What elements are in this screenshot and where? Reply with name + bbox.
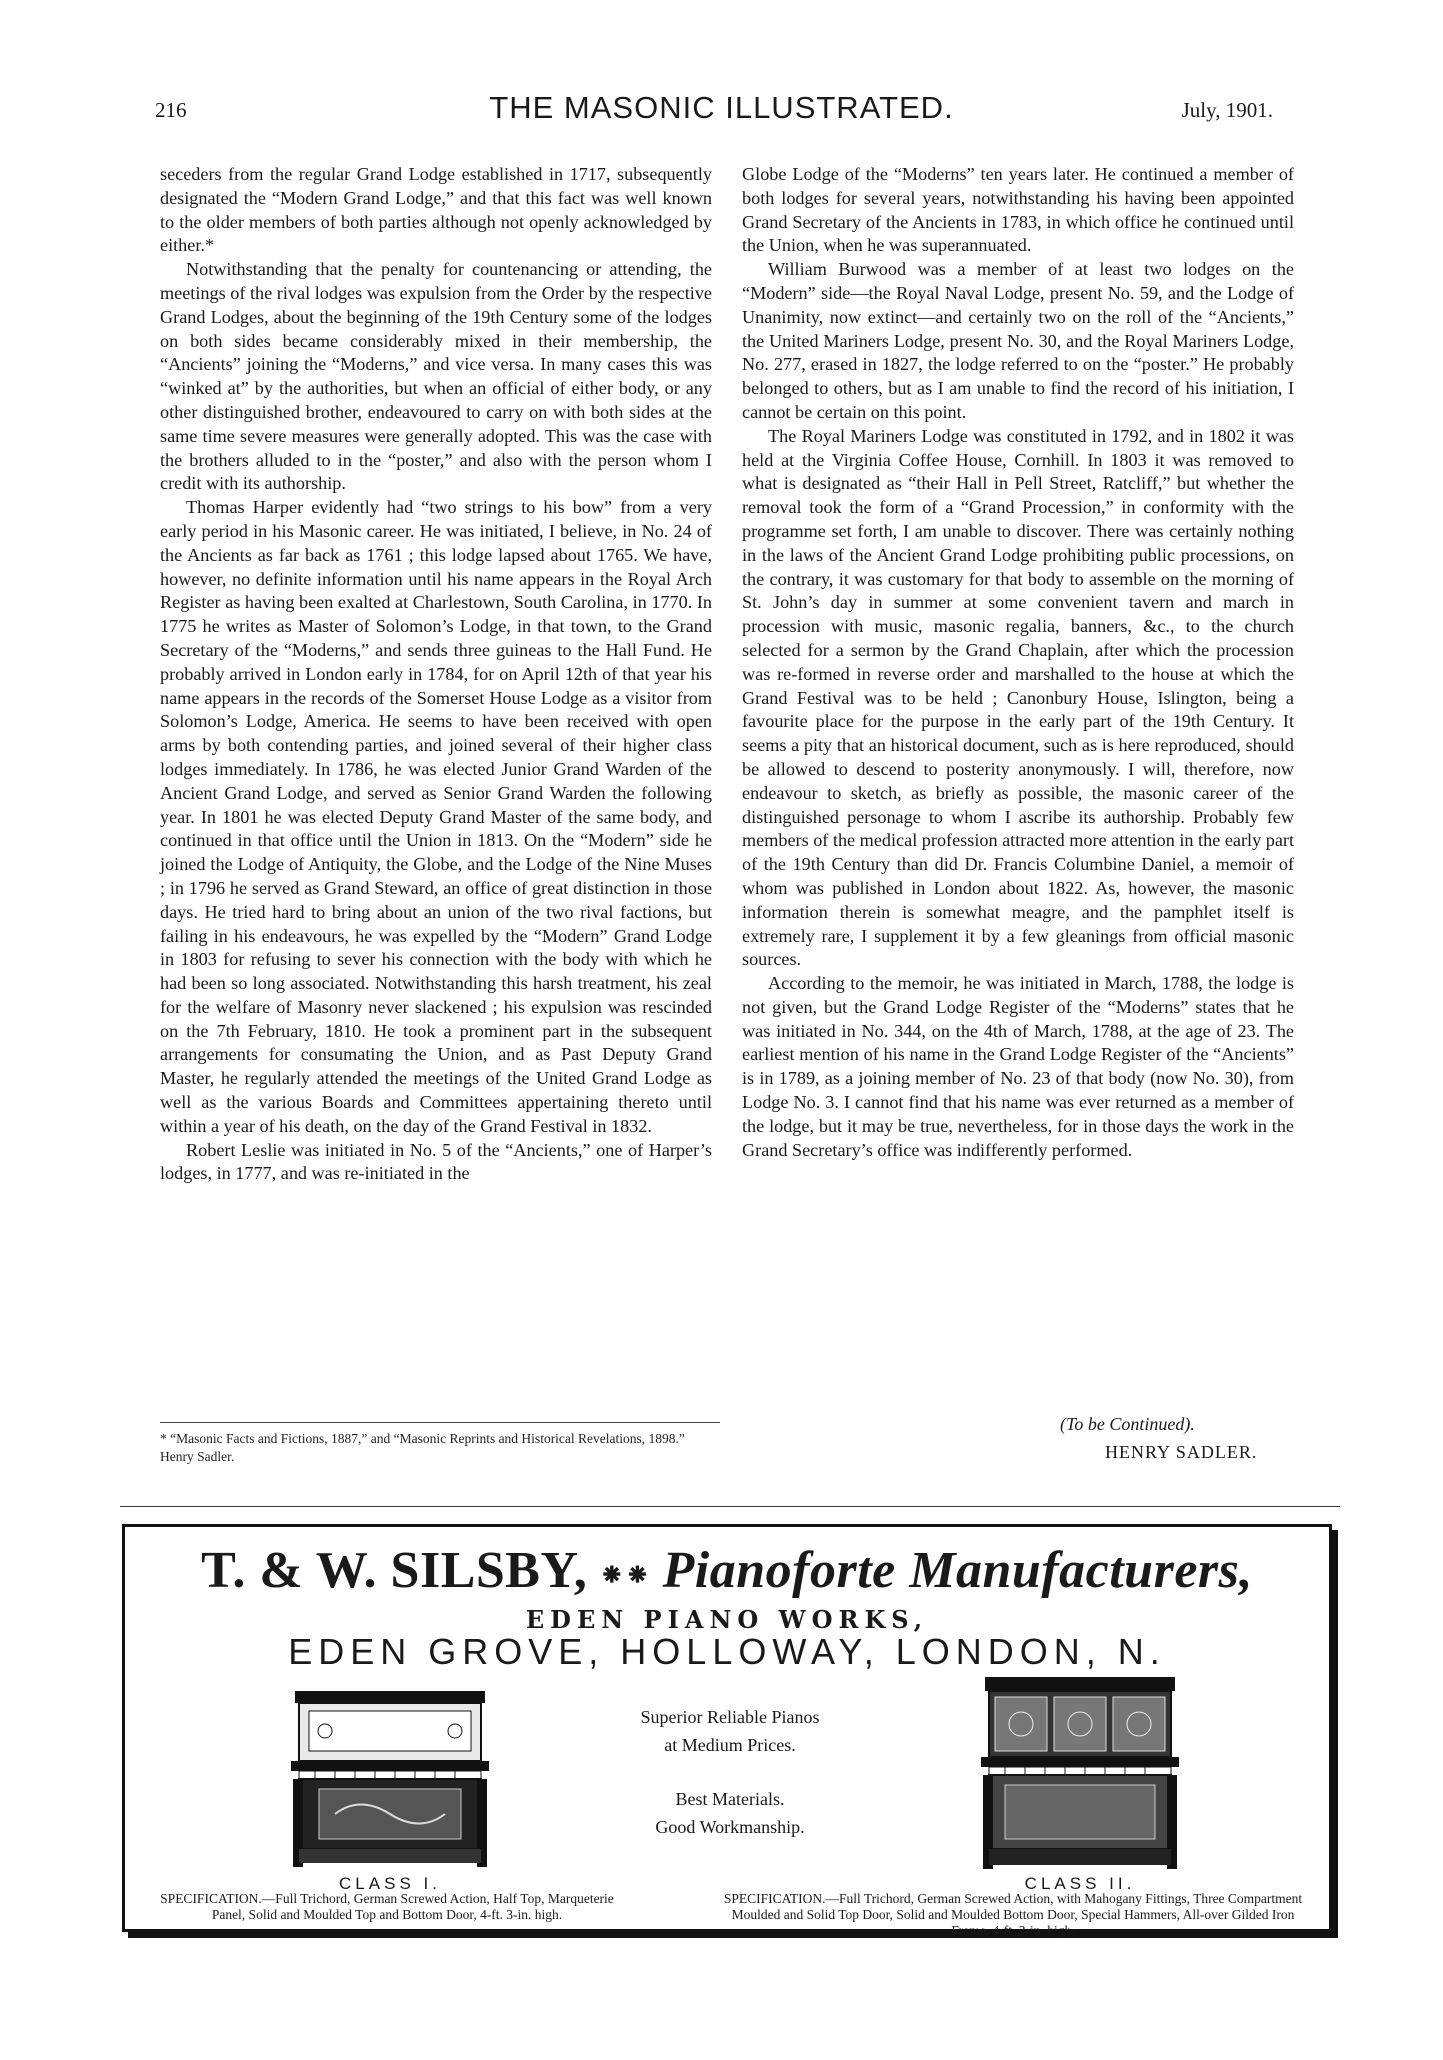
footnote: * “Masonic Facts and Fictions, 1887,” and “Masonic Reprints and Historical Revelations, 1898.” Henry Sadler.: [160, 1431, 685, 1464]
journal-title: THE MASONIC ILLUSTRATED.: [489, 90, 954, 125]
ad-company-name: T. & W. SILSBY,: [201, 1542, 588, 1599]
paragraph: Notwithstanding that the penalty for countenancing or attending, the meetings of the rival lodges was expulsion from the Order by the respective Grand Lodges, about the beginning of the 19th Century some of the lodges on both sides became considerably mixed in their membership, the “Ancients” joining the “Moderns,” and vice versa. In many cases this was “winked at” by the authorities, but when an official of either body, or any other distinguished brother, endeavoured to carry on with both sides at the same time severe measures were generally adopted. This was the case with the brothers alluded to in the “poster,” and also with the person whom I credit with its authorship.: [160, 259, 712, 494]
right-column: [742, 163, 1294, 1162]
ad-trade: Pianoforte Manufacturers,: [662, 1542, 1253, 1599]
ad-title: [125, 1541, 1329, 1600]
divider: [120, 1506, 1340, 1507]
ad-tagline: Superior Reliable Pianos: [640, 1707, 820, 1727]
left-column: [160, 163, 712, 1186]
to-be-continued: (To be Continued).: [1060, 1414, 1195, 1434]
paragraph: Globe Lodge of the “Moderns” ten years later. He continued a member of both lodges for several years, notwithstanding his having been appointed Grand Secretary of the Ancients in 1783, in which office he continued until the Union, when he was superannuated.: [742, 164, 1294, 256]
paragraph: Robert Leslie was initiated in No. 5 of the “Ancients,” one of Harper’s lodges, in 1777, and was re-initiated in the: [160, 1139, 712, 1184]
ad-shadow: [1332, 1530, 1338, 1938]
ornament-icon: ⁕⁕: [599, 1558, 651, 1592]
class-1-label: CLASS I.: [339, 1874, 441, 1893]
ad-tagline: Good Workmanship.: [655, 1817, 805, 1837]
ad-tagline: Best Materials.: [675, 1789, 785, 1809]
footnote-rule: [160, 1422, 720, 1423]
paragraph: seceders from the regular Grand Lodge established in 1717, subsequently designated the “Modern Grand Lodge,” and that this fact was well known to the older members of both parties although not openly acknowledged by either.*: [160, 164, 712, 256]
ad-tagline: at Medium Prices.: [664, 1735, 796, 1755]
paragraph: Thomas Harper evidently had “two strings to his bow” from a very early period in his Masonic career. He was initiated, I believe, in No. 24 of the Ancients as far back as 1761 ; this lodge lapsed about 1765. We have, however, no definite information until his name appears in the Royal Arch Register as having been exalted at Charlestown, South Carolina, in 1770. In 1775 he writes as Master of Solomon’s Lodge, in that town, to the Grand Secretary of the “Moderns,” and sends three guineas to the Hall Fund. He probably arrived in London early in 1784, for on April 12th of that year his name appears in the records of the Somerset House Lodge as a visitor from Solomon’s Lodge, America. He seems to have been received with open arms by both contending parties, and joined several of their higher class lodges immediately. In 1786, he was elected Junior Grand Warden of the Ancient Grand Lodge, and served as Senior Grand Warden the following year. In 1801 he was elected Deputy Grand Master of the same body, and continued in that office until the Union in 1813. On the “Modern” side he joined the Lodge of Antiquity, the Globe, and the Lodge of the Nine Muses ; in 1796 he served as Grand Steward, an office of great distinction in those days. He tried hard to bring about an union of the two rival factions, but failing in his endeavours, he was expelled by the “Modern” Grand Lodge in 1803 for refusing to sever his connection with the body with which he had been so long associated. Notwithstanding this harsh treatment, his zeal for the welfare of Masonry never slackened ; his expulsion was rescinded on the 7th February, 1810. He took a prominent part in the subsequent arrangements for consumating the Union, and as Past Deputy Grand Master, he regularly attended the meetings of the United Grand Lodge as well as the various Boards and Committees appertaining thereto until within a year of his death, on the day of the Grand Festival in 1832.: [160, 497, 712, 1136]
paragraph: According to the memoir, he was initiated in March, 1788, the lodge is not given, but the Grand Lodge Register of the “Moderns” states that he was initiated in No. 344, on the 4th of March, 1788, at the age of 23. The earliest mention of his name in the Grand Lodge Register of the “Ancients” is in 1789, as a joining member of No. 23 of that body (now No. 30), from Lodge No. 3. I cannot find that his name was ever returned as a member of the lodge, but it may be true, nevertheless, for in those days the work in the Grand Secretary’s office was indifferently performed.: [742, 973, 1294, 1160]
piano-class-1-illustration: [285, 1677, 495, 1877]
author-signature: HENRY SADLER.: [1105, 1442, 1258, 1462]
paragraph: The Royal Mariners Lodge was constituted in 1792, and in 1802 it was held at the Virginia Coffee House, Cornhill. In 1803 it was removed to what is designated as “their Hall in Pell Street, Ratcliff,” but whether the removal took the form of a “Grand Procession,” in conformity with the programme set forth, I am unable to discover. There was certainly nothing in the laws of the Ancient Grand Lodge prohibiting public processions, on the contrary, it was customary for that body to assemble on the morning of St. John’s day in summer at some convenient tavern and march in procession with music, masonic regalia, banners, &c., to the church selected for a sermon by the Grand Chaplain, after which the procession was re-formed in reverse order and marshalled to the house at which the Grand Festival was to be held ; Canonbury House, Islington, being a favourite place for the purpose in the early part of the 19th Century. It seems a pity that an historical document, such as is here reproduced, should be allowed to descend to posterity anonymously. I will, therefore, now endeavour to sketch, as briefly as possible, the masonic career of the distinguished personage to whom I ascribe its authorship. Probably few members of the medical profession attracted more attention in the early part of the 19th Century than did Dr. Francis Columbine Daniel, a memoir of whom was published in London about 1822. As, however, the masonic information therein is somewhat meagre, and the pamphlet itself is extremely rare, I supplement it by a few gleanings from official masonic sources.: [742, 425, 1294, 970]
class-1-spec: SPECIFICATION.—Full Trichord, German Screwed Action, Half Top, Marqueterie Panel, Solid and Moulded Top and Bottom Door, 4-ft. 3-in. high.: [160, 1891, 614, 1922]
paragraph: William Burwood was a member of at least two lodges on the “Modern” side—the Royal Naval Lodge, present No. 59, and the Lodge of Unanimity, now extinct—and certainly two on the roll of the “Ancients,” the United Mariners Lodge, present No. 30, and the Royal Mariners Lodge, No. 277, erased in 1827, the lodge referred to on the “poster.” He probably belonged to others, but as I am unable to find the record of his initiation, I cannot be certain on this point.: [742, 259, 1294, 422]
advertisement: [122, 1524, 1332, 1938]
class-2-label: CLASS II.: [1024, 1874, 1136, 1893]
ad-works-name: EDEN PIANO WORKS,: [525, 1605, 929, 1634]
piano-class-2-illustration: [975, 1669, 1185, 1879]
class-2-spec: SPECIFICATION.—Full Trichord, German Screwed Action, with Mahogany Fittings, Three Compartment Moulded and Solid Top Door, Solid and Moulded Bottom Door, Special Hammers, All-over Gilded Iron Frame, 4-ft. 3-in. high.: [723, 1891, 1303, 1938]
issue-date: July, 1901.: [1181, 98, 1273, 122]
ad-address: EDEN GROVE, HOLLOWAY, LONDON, N.: [288, 1631, 1166, 1672]
page-header: [0, 0, 1443, 150]
page-number: 216: [155, 98, 187, 122]
